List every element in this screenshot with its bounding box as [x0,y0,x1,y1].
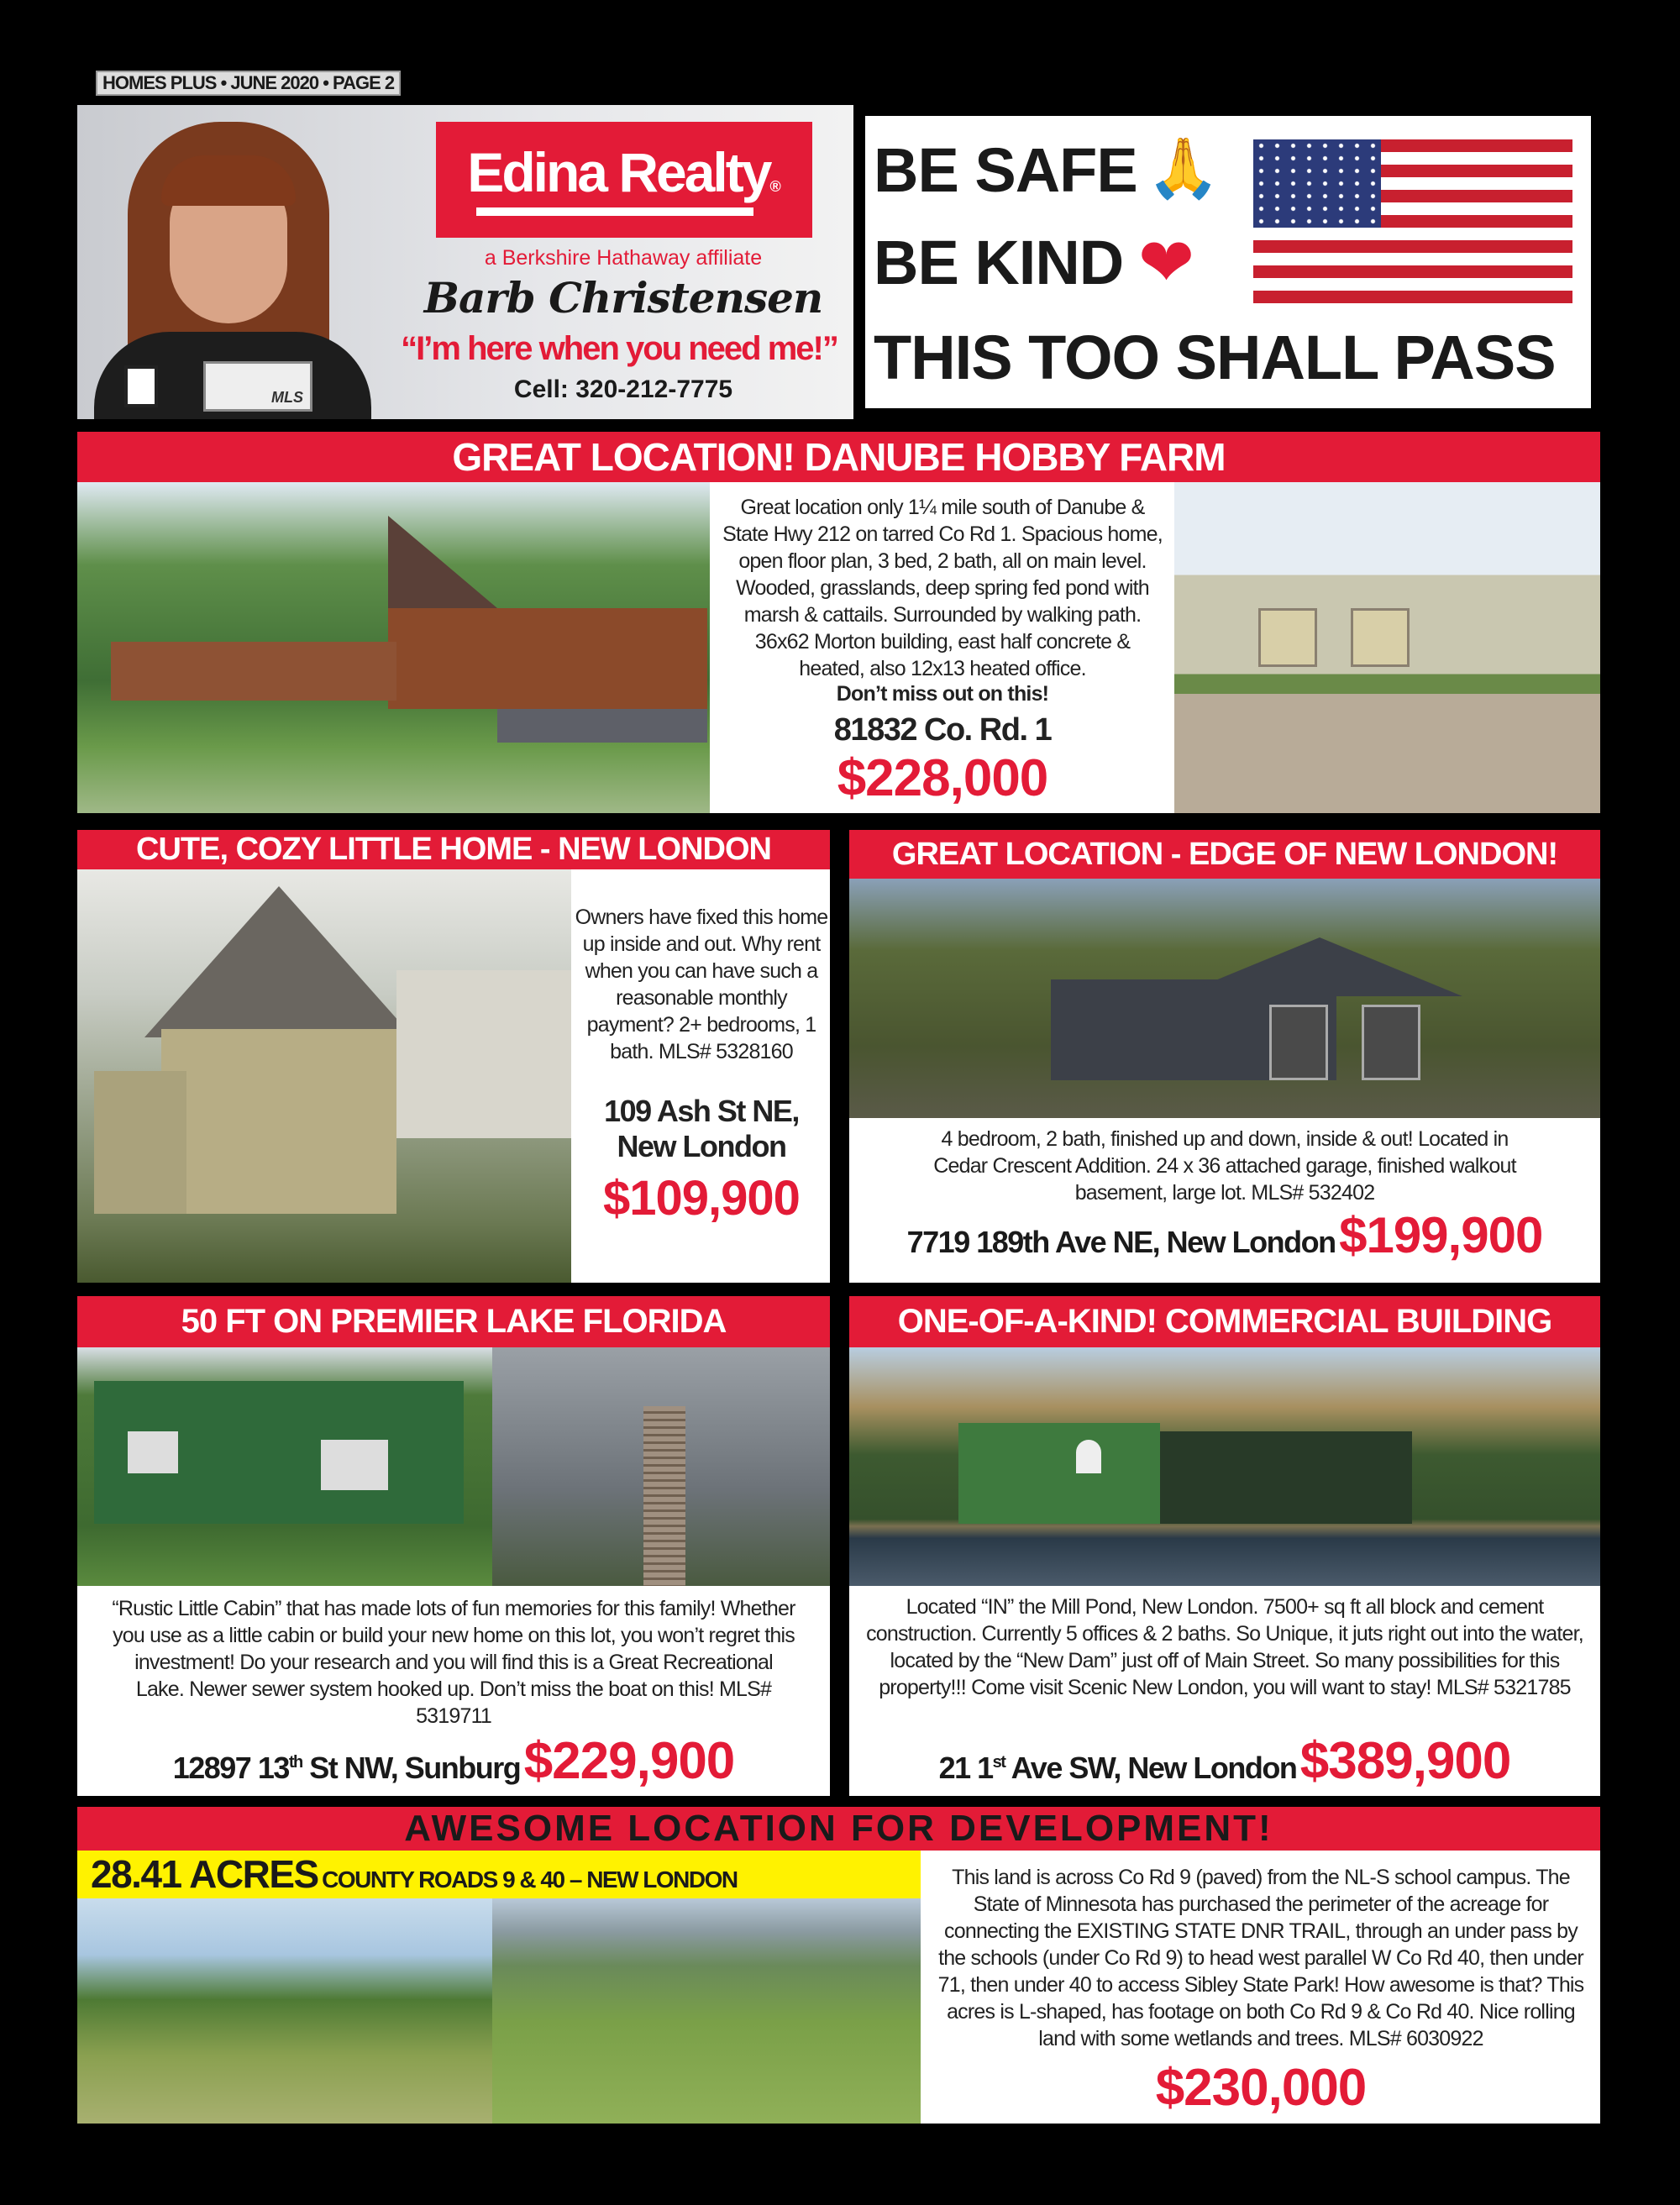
agent-tagline: “I’m here when you need me!” [401,330,837,367]
listing-4-footer [77,1731,830,1791]
listing-6-acres: 28.41 ACRES [91,1852,318,1896]
listing-6-field-photo [77,1898,492,2124]
praying-hands-icon: 🙏 [1147,135,1221,201]
listing-3-description: 4 bedroom, 2 bath, finished up and down, inside & out! Located in Cedar Crescent Addition. 24 x 36 attached garage, finished walkout basement, large lot. MLS# 532402 [933,1127,1516,1205]
listing-1-price: $228,000 [837,749,1048,807]
listing-1-callout: Don’t miss out on this! [836,682,1049,706]
listing-1-address: 81832 Co. Rd. 1 [833,712,1052,748]
listing-1-title: GREAT LOCATION! DANUBE HOBBY FARM [77,432,1600,482]
listing-6-price: $230,000 [1155,2059,1367,2117]
listing-2-card [77,830,830,1283]
listing-5-description: Located “IN” the Mill Pond, New London. 7500+ sq ft all block and cement construction. Currently 5 offices & 2 baths. So Unique, it juts right out into the water, located by the “New Dam” just off of Main Street. So many possibilities for this property!!! Come visit Scenic New London, you will want to stay! MLS# 5321785 [866,1595,1583,1699]
listing-4-address: 12897 13th St NW, Sunburg [172,1751,521,1785]
listing-6-acres-bar [77,1851,921,1898]
listing-5-price: $389,900 [1299,1732,1511,1790]
listing-1-house-photo [77,482,710,813]
listing-6-location: COUNTY ROADS 9 & 40 – NEW LONDON [322,1866,738,1893]
listing-1-building-photo [1174,482,1600,813]
listing-6-description: This land is across Co Rd 9 (paved) from the NL-S school campus. The State of Minnesota has purchased the perimeter of the acreage for connecting the EXISTING STATE DNR TRAIL, through an under pass by the schools (under Co Rd 9) to head west parallel W Co Rd 40, then under 71, then under 40 to access Sibley State Park! How awesome is that? This acres is L-shaped, has footage on both Co Rd 9 & Co Rd 40. Nice rolling land with some wetlands and trees. MLS# 6030922 [937,1866,1584,2050]
listing-4-cabin-photo [77,1347,492,1586]
listing-5-footer [849,1731,1600,1791]
listing-4-description: “Rustic Little Cabin” that has made lots of fun memories for this family! Whether you use as a little cabin or build your new home on this lot, you won’t regret this investment! Do your research and you will find this is a Great Recreational Lake. Newer sewer system hooked up. Don’t miss the boat on this! MLS# 5319711 [112,1597,795,1728]
listing-2-price: $109,900 [603,1171,800,1226]
mls-logo: MLS [203,361,312,412]
be-safe-text: BE SAFE [874,135,1137,205]
listing-2-title: CUTE, COZY LITTLE HOME - NEW LONDON [77,830,830,869]
listing-6-title: AWESOME LOCATION FOR DEVELOPMENT! [77,1807,1600,1851]
listing-6-aerial-photo [492,1898,921,2124]
agent-phone: Cell: 320-212-7775 [513,375,733,403]
listing-5-title: ONE-OF-A-KIND! COMMERCIAL BUILDING [849,1296,1600,1347]
be-kind-text: BE KIND [874,228,1124,297]
listing-4-card [77,1296,830,1796]
listing-3-price: $199,900 [1339,1207,1543,1263]
listing-2-address: 109 Ash St NE, New London [604,1094,799,1163]
agent-photo [77,105,388,419]
this-too-shall-pass-text: THIS TOO SHALL PASS [874,323,1556,392]
agent-name: Barb Christensen [423,273,823,323]
listing-3-title: GREAT LOCATION - EDGE OF NEW LONDON! [849,830,1600,879]
listing-3-photo [849,879,1600,1118]
listing-3-address: 7719 189th Ave NE, New London [906,1225,1336,1259]
heart-icon: ❤ [1138,225,1195,300]
edina-realty-logo: Edina Realty® [436,122,812,238]
us-flag-icon [1253,139,1572,304]
listing-3-card [849,830,1600,1283]
listing-4-title: 50 FT ON PREMIER LAKE FLORIDA [77,1296,830,1347]
listing-2-photo [77,869,571,1283]
listing-4-price: $229,900 [523,1732,735,1790]
listing-1-card [77,482,1600,813]
agent-ad [77,105,853,419]
listing-6-card [77,1851,1600,2124]
equal-housing-icon [124,365,158,407]
listing-2-description: Owners have fixed this home up inside and out. Why rent when you can have such a reasonable monthly payment? 2+ bedrooms, 1 bath. MLS# 5328160 [575,906,828,1063]
be-safe-message [865,116,1591,408]
listing-1-description: Great location only 1¼ mile south of Danube & State Hwy 212 on tarred Co Rd 1. Spacious home, open floor plan, 3 bed, 2 bath, all on main level. Wooded, grasslands, deep spring fed pond with marsh & cattails. Surrounded by walking path. 36x62 Morton building, east half concrete & heated, also 12x13 heated office. [722,496,1163,680]
page-header-label: HOMES PLUS • JUNE 2020 • PAGE 2 [96,71,401,96]
listing-5-address: 21 1st Ave SW, New London [938,1751,1297,1785]
affiliate-text: a Berkshire Hathaway affiliate [484,246,763,270]
listing-3-footer [849,1206,1600,1264]
listing-5-card [849,1296,1600,1796]
listing-5-photo [849,1347,1600,1586]
listing-4-dock-photo [492,1347,830,1586]
